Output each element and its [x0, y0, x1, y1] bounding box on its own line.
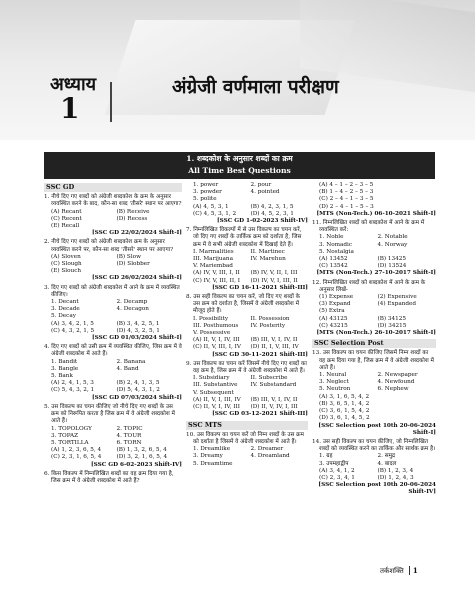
- option-item: (A) II, V, I, IV, III: [193, 337, 240, 344]
- option-item: (C) 4, 5, 3, 1, 2: [193, 210, 237, 217]
- option-item: 6. TORN: [116, 439, 142, 446]
- option-item: 2. Banana: [116, 358, 146, 365]
- option-item: 3. TOPAZ: [51, 432, 79, 439]
- question-text: 4. दिए गए शब्दों को उसी क्रम में व्यवस्थित कीजिए, जिस क्रम में वे अंग्रेजी शब्दकोश में आते हैं।: [44, 344, 182, 358]
- option-item: 4. TOUR: [116, 432, 142, 439]
- chapter-title: अंग्रेजी वर्णमाला परीक्षण: [172, 76, 339, 98]
- option-item: (B) IV, V, II, I, III: [250, 270, 298, 277]
- option-item: (2) Expensive: [377, 294, 417, 301]
- option-item: (C) 2, 3, 4, 1: [319, 474, 355, 481]
- question-item: [44, 471, 182, 485]
- question-list: [186, 182, 308, 419]
- question-item: [186, 361, 308, 419]
- option-item: 1. Noble: [319, 234, 344, 241]
- option-item: V. Possessive: [193, 330, 231, 337]
- page-footer: [380, 566, 418, 576]
- question-item: [186, 294, 308, 359]
- question-item: [44, 194, 182, 237]
- options-list: [186, 182, 308, 218]
- option-item: 5. Decay: [51, 313, 76, 320]
- options-list: [186, 249, 308, 285]
- option-item: V. Subsequent: [193, 389, 234, 396]
- option-item: (E) Slouch: [51, 268, 82, 275]
- option-item: [378, 401, 437, 408]
- exam-heading: SSC Selection Post: [312, 339, 436, 348]
- option-item: [251, 196, 309, 203]
- options-list: [44, 426, 182, 462]
- option-item: (D) 34215: [377, 322, 407, 329]
- option-item: 4. Norway: [377, 241, 408, 248]
- option-item: (D) 3, 6, 1, 4, 5, 2: [319, 415, 370, 422]
- question-text: 14. उस सही विकल्प का चयन कीजिए, जो निम्नलिखित शब्दों को व्यवस्थित करने का तार्किक और सार्थक क्रम है।: [312, 438, 436, 453]
- option-item: IV. Posterity: [250, 322, 286, 329]
- column-2: [186, 182, 308, 469]
- option-item: (4) Expanded: [377, 301, 417, 308]
- option-item: I. Possibility: [193, 315, 229, 322]
- options-list: [44, 209, 182, 231]
- exam-source: [SSC GD 30-11-2021 Shift-III]: [212, 351, 308, 358]
- question-text: 2. नीचे दिए गए शब्दों को अंग्रेजी शब्दकोश क्रम के अनुसार व्यवस्थित करने पर, कौन-सा शब्द 'तीसरे' स्थान पर आएगा?: [44, 239, 174, 253]
- option-item: [117, 313, 183, 320]
- option-item: (D) 4, 5, 2, 3, 1: [250, 210, 294, 217]
- section-header: [44, 152, 435, 179]
- option-item: 2. Newspaper: [377, 372, 418, 379]
- question-text: 8. उस सही विकल्प का चयन करें, जो दिए गए शब्दों के उस क्रम को दर्शाता है, जिसमें वे अंग्रेजी शब्दकोश में मौजूद होते हैं।: [186, 294, 300, 315]
- option-item: (B) 2, 4, 1, 3, 5: [116, 380, 160, 387]
- question-item: [312, 439, 436, 497]
- question-text: 13. उस विकल्प का चयन कीजिए जिसमें निम्न शब्दों का वह क्रम दिया गया है, जिस क्रम में वे अंग्रेजी शब्दकोश में आते हैं।: [312, 350, 434, 371]
- option-item: (C) 5, 4, 3, 2, 1: [51, 387, 95, 394]
- option-item: (B) 1 – 4 – 2 – 5 – 3: [319, 189, 374, 196]
- column-3: [312, 182, 436, 499]
- option-item: 1. Dreamlike: [193, 446, 231, 453]
- option-item: (E) Recall: [51, 223, 80, 230]
- option-item: (A) 4, 5, 3, 1: [193, 203, 229, 210]
- option-item: 3. उपमहाद्वीप: [319, 460, 349, 467]
- option-item: (A) 2, 4, 1, 5, 3: [51, 380, 94, 387]
- exam-source: [MTS (Non-Tech.) 06-10-2021 Shift-I]: [316, 210, 436, 217]
- page-number: 1: [409, 566, 418, 575]
- option-item: (3) Expand: [319, 301, 351, 308]
- options-list: [312, 234, 436, 270]
- question-text: 9. उस विकल्प का चयन करें जिसमें नीचे दिए गए शब्दों का वह क्रम है, जिस क्रम में वे अंग्रेजी शब्दकोश में आते हैं।: [186, 360, 307, 375]
- option-item: [378, 394, 437, 401]
- options-list: [44, 299, 182, 335]
- option-item: III. Posthumous: [193, 322, 239, 329]
- exam-source: [SSC GD 6-02-2023 Shift-IV]: [90, 461, 182, 468]
- option-item: (A) 13452: [319, 256, 348, 263]
- option-item: (C) IV, V, III, II, I: [193, 277, 241, 284]
- option-item: 1. TOPOLOGY: [51, 425, 92, 432]
- option-item: 3. powder: [193, 189, 222, 196]
- question-text: 12. निम्नलिखित शब्दों को शब्दकोश में आने के क्रम के अनुसार लिखें-: [312, 279, 426, 293]
- option-item: (B) 1, 2, 3, 4: [377, 467, 414, 474]
- option-item: 4. Decagon: [116, 306, 149, 313]
- exam-source: [SSC GD 16-11-2021 Shift-III]: [212, 284, 308, 291]
- option-item: (D) Recess: [116, 215, 148, 222]
- question-text: 1. नीचे दिए गए शब्दों को अंग्रेजी शब्दकोश के क्रम के अनुसार व्यवस्थित करने के बाद, कौन-सा शब्द 'तीसरे' स्थान पर आएगा?: [44, 194, 182, 208]
- option-item: II. Possession: [250, 315, 290, 322]
- option-item: (C) 43215: [319, 322, 348, 329]
- question-item: [312, 350, 436, 436]
- option-item: [251, 461, 309, 468]
- option-item: (C) 2, 3, 1, 6, 5, 4: [51, 454, 102, 461]
- section-title: 1. शब्दकोश के अनुसार शब्दों का क्रम: [186, 154, 293, 163]
- option-item: 5. polite: [193, 196, 217, 203]
- option-item: II. Subscribe: [250, 375, 288, 382]
- option-item: 1. Neural: [319, 372, 347, 379]
- footer-subject: तर्कशक्ति: [380, 567, 404, 575]
- option-item: (A) Recant: [51, 208, 82, 215]
- option-item: 2. Decamp: [116, 299, 148, 306]
- question-text: 11. निम्नलिखित शब्दों को शब्दकोश में आने के क्रम में व्यवस्थित करें:: [312, 220, 425, 234]
- question-item: [44, 344, 182, 402]
- option-item: 2. Notable: [377, 234, 408, 241]
- option-item: (D) II, I, V, III, IV: [250, 344, 299, 351]
- option-item: 2. TOPIC: [116, 425, 143, 432]
- option-item: III. Marijuana: [193, 256, 233, 263]
- option-item: (A) 3, 4, 1, 2: [319, 467, 355, 474]
- option-item: 3. Decade: [51, 306, 80, 313]
- options-list: [186, 316, 308, 352]
- option-item: (D) 4, 3, 2, 5, 1: [116, 327, 160, 334]
- question-text: 10. उस विकल्प का चयन करें जो निम्न शब्दों के उस क्रम को दर्शाता है जिसमें वे अंग्रेजी शब्दकोश में आते हैं।: [186, 431, 304, 445]
- option-item: 4. बादल: [377, 460, 397, 467]
- exam-source: [SSC GD 01/03/2024 Shift-I]: [91, 335, 182, 342]
- question-text: 3. दिए गए शब्दों को अंग्रेजी शब्दकोश में आने के क्रम में व्यवस्थित कीजिए।: [44, 284, 180, 298]
- option-item: V. Mariembad: [193, 263, 233, 270]
- section-subtitle: All Time Best Questions: [188, 166, 291, 175]
- option-item: 3. Dreamy: [193, 453, 223, 460]
- question-item: [44, 239, 182, 282]
- question-text: 6. किस विकल्प में निम्नलिखित शब्दों का वह क्रम दिया गया है, जिस क्रम में वे अंग्रेजी शब्दकोश में आते हैं?: [44, 470, 174, 484]
- option-item: 1. Bandit: [51, 358, 78, 365]
- options-list: [312, 294, 436, 330]
- question-item: [312, 182, 436, 218]
- option-item: (A) IV, V, III, I, II: [193, 270, 240, 277]
- option-item: III. Substantive: [193, 382, 238, 389]
- question-list: [312, 182, 436, 337]
- exam-source: [SSC GD 1-02-2023 Shift-IV]: [216, 218, 308, 225]
- exam-source: [SSC GD 07/03/2024 Shift-I]: [91, 394, 182, 401]
- option-item: (D) 1, 2, 4, 3: [377, 474, 414, 481]
- option-item: 1. Decant: [51, 299, 79, 306]
- option-item: (B) 4, 2, 3, 1, 5: [250, 203, 294, 210]
- option-item: (A) Sloven: [51, 253, 81, 260]
- option-item: (D) 3, 2, 1, 6, 5, 4: [116, 454, 168, 461]
- question-item: [44, 404, 182, 469]
- option-item: (A) 1, 2, 3, 6, 5, 4: [51, 447, 102, 454]
- option-item: 5. Bank: [51, 373, 73, 380]
- option-item: (B) 13425: [377, 256, 407, 263]
- option-item: IV. Substandard: [250, 382, 297, 389]
- option-item: 5. TORTILLA: [51, 439, 89, 446]
- option-item: (B) 34125: [377, 315, 407, 322]
- option-item: (D) 5, 4, 3, 1, 2: [116, 387, 160, 394]
- option-item: 2. pour: [250, 182, 272, 188]
- chapter-label: अध्याय: [50, 74, 97, 95]
- option-item: (C) 13542: [319, 263, 348, 270]
- exam-source: [SSC Selection post 10th 20-06-2024 Shift-I]: [318, 422, 436, 436]
- question-item: [186, 182, 308, 225]
- option-item: (C) Recent: [51, 215, 82, 222]
- option-item: 4. Dreamland: [250, 453, 290, 460]
- column-1: [44, 182, 182, 486]
- option-item: [378, 415, 437, 422]
- option-item: 4. Newfound: [377, 379, 415, 386]
- question-item: [186, 227, 308, 292]
- option-item: [378, 408, 437, 415]
- question-text: 7. निम्नलिखित विकल्पों में से उस विकल्प का चयन करें, जो दिए गए शब्दों के तार्किक क्रम को दर्शाता है, जिस क्रम में वे सभी अंग्रेजी शब्दकोश में दिखाई देते हैं।: [186, 227, 302, 248]
- chapter-number: 1: [60, 92, 80, 125]
- option-item: I. Subsidiary: [193, 375, 230, 382]
- exam-source: [MTS (Non-Tech.) 26-10-2017 Shift-I]: [316, 330, 436, 337]
- option-item: (C) 2 – 4 – 1 – 3 – 5: [319, 196, 374, 203]
- option-item: 3. Nomadic: [319, 241, 353, 248]
- option-item: (C) II, V, I, IV, III: [193, 404, 241, 411]
- option-item: (B) 1, 3, 2, 6, 5, 4: [116, 447, 167, 454]
- options-list: [312, 372, 436, 422]
- question-list: [312, 350, 436, 496]
- option-item: 4. Band: [116, 365, 139, 372]
- option-item: (B) Slow: [116, 253, 141, 260]
- option-item: (C) 3, 6, 1, 5, 4, 2: [319, 408, 370, 415]
- question-item: [312, 280, 436, 338]
- option-item: (B) 3, 4, 2, 5, 1: [116, 320, 160, 327]
- option-item: (A) 3, 1, 6, 5, 4, 2: [319, 393, 370, 400]
- option-item: (D) Slobber: [116, 261, 150, 268]
- option-item: (A) 4 – 1 – 2 – 3 – 5: [319, 182, 374, 188]
- option-item: 1. ग्रह: [319, 453, 333, 460]
- option-item: (D) 13524: [377, 263, 407, 270]
- option-item: 5. Neutron: [319, 386, 351, 393]
- options-list: [44, 359, 182, 395]
- option-item: (B) 3, 6, 5, 1, 4, 2: [319, 400, 370, 407]
- option-item: (5) Extra: [319, 308, 345, 315]
- question-text: 5. उस विकल्प का चयन कीजिए जो नीचे दिए गए शब्दों के उस क्रम को निरूपित करता है जिस क्रम में वे अंग्रेजी शब्दकोश में आते हैं।: [44, 403, 175, 425]
- option-item: (A) II, V, I, III, IV: [193, 396, 241, 403]
- option-item: [251, 390, 309, 397]
- question-item: [44, 285, 182, 343]
- exam-source: [SSC Selection post 10th 20-06-2024 Shift-IV]: [318, 482, 436, 496]
- option-item: 5. Dreamtime: [193, 460, 233, 467]
- option-item: (D) IV, V, I, III, II: [250, 277, 298, 284]
- option-item: (B) III, V, I, IV, II: [250, 337, 298, 344]
- options-list: [186, 375, 308, 411]
- option-item: (D) 2 – 4 – 1 – 5 – 3: [319, 203, 374, 210]
- option-item: [378, 249, 437, 256]
- option-item: 1. power: [193, 182, 219, 188]
- option-item: II. Martinec: [250, 248, 285, 255]
- exam-heading: SSC GD: [44, 183, 182, 192]
- option-item: I. Marmalities: [193, 248, 234, 255]
- option-item: (C) 4, 3, 2, 1, 5: [51, 327, 95, 334]
- option-item: 4. pointed: [250, 189, 280, 196]
- question-item: [186, 432, 308, 468]
- options-list: [186, 446, 308, 468]
- option-item: (B) III, V, I, IV, II: [250, 396, 298, 403]
- option-item: IV. Marehun: [250, 256, 286, 263]
- exam-source: [SSC GD 26/02/2024 Shift-I]: [91, 275, 182, 282]
- option-item: [378, 308, 437, 315]
- option-item: 2. समुद्र: [377, 453, 396, 460]
- option-item: 5. Nostalgia: [319, 248, 354, 255]
- question-list: [44, 194, 182, 485]
- option-item: (A) 43125: [319, 315, 348, 322]
- question-list: [186, 432, 308, 468]
- exam-source: [SSC GD 03-12-2021 Shift-III]: [212, 411, 308, 418]
- option-item: 3. Bangle: [51, 365, 79, 372]
- exam-source: [MTS (Non-Tech.) 27-10-2017 Shift-I]: [316, 270, 436, 277]
- exam-source: [SSC GD 22/02/2024 Shift-I]: [91, 230, 182, 237]
- options-list: [44, 254, 182, 276]
- option-item: (1) Expense: [319, 294, 354, 301]
- options-list: [312, 453, 436, 482]
- question-item: [312, 220, 436, 278]
- option-item: (C) Slough: [51, 261, 82, 268]
- option-item: (D) II, V, IV, I, III: [250, 404, 298, 411]
- options-list: [312, 182, 436, 211]
- option-item: 6. Nephew: [377, 386, 409, 393]
- option-item: (C) II, V, III, I, IV: [193, 344, 242, 351]
- option-item: 2. Dreamer: [250, 446, 284, 453]
- option-item: (B) Receive: [116, 208, 150, 215]
- option-item: 3. Neglect: [319, 379, 349, 386]
- exam-heading: SSC MTS: [186, 421, 308, 430]
- chapter-divider: [110, 82, 112, 122]
- option-item: (A) 3, 4, 2, 1, 5: [51, 320, 94, 327]
